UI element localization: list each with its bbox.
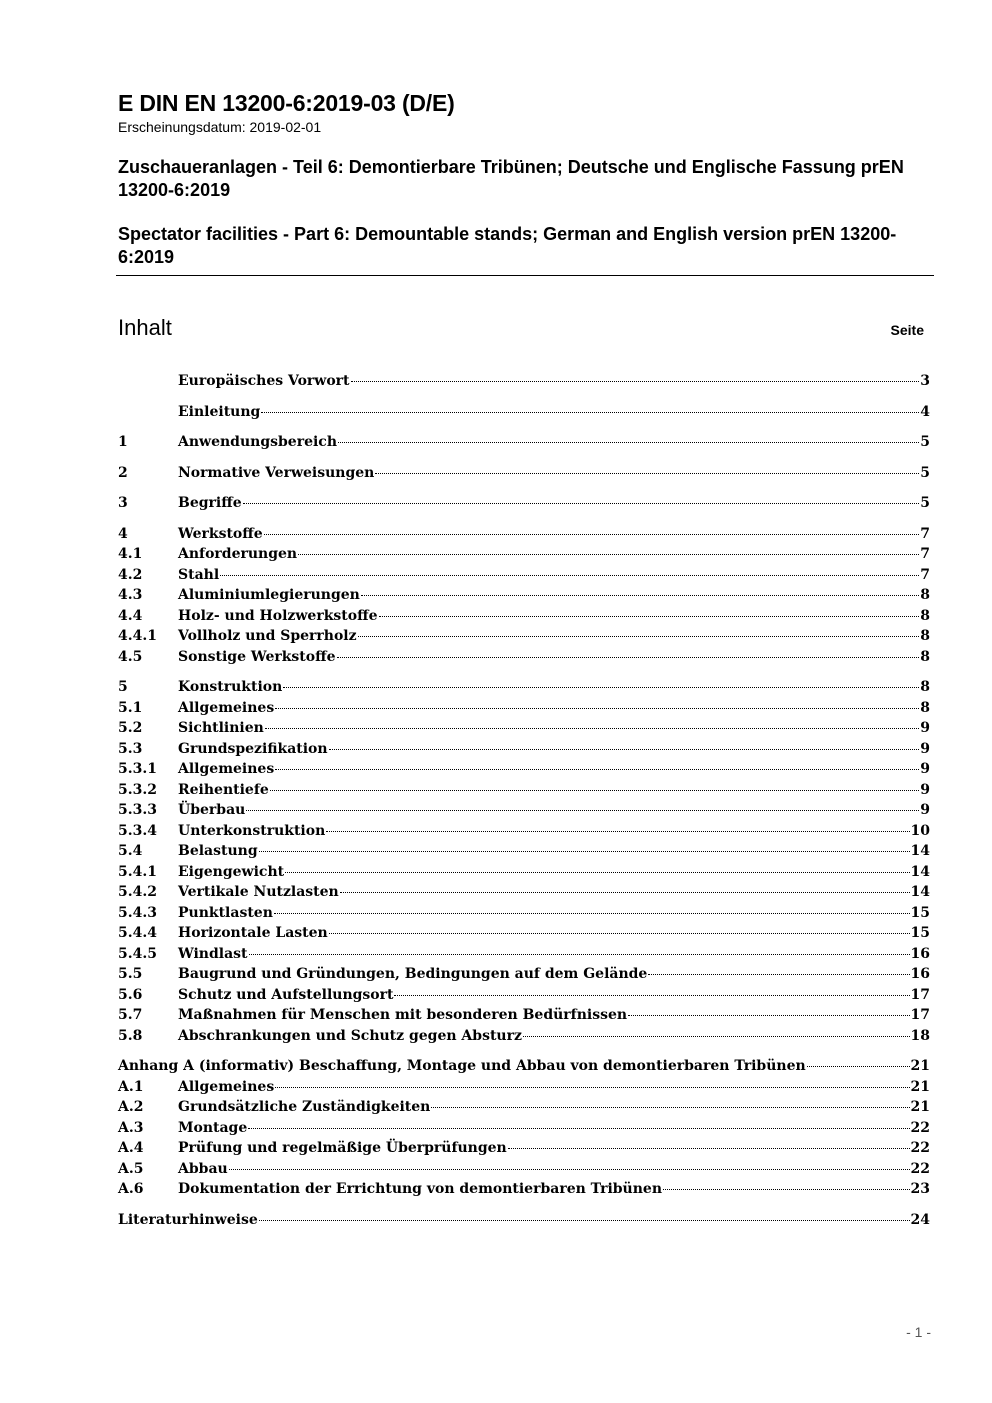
toc-leader-dots: [663, 1188, 910, 1190]
toc-entry-title: Stahl: [178, 566, 220, 583]
issue-date: Erscheinungsdatum: 2019-02-01: [118, 119, 322, 135]
toc-entry[interactable]: [118, 1077, 930, 1098]
toc-entry[interactable]: [118, 800, 930, 821]
toc-entry-title: Dokumentation der Errichtung von demontierbaren Tribünen: [178, 1181, 662, 1197]
toc-entry-title: Allgemeines: [178, 1078, 275, 1095]
toc-entry-title: Reihentiefe: [178, 781, 269, 798]
toc-entry-title: Punktlasten: [178, 904, 273, 921]
toc-leader-dots: [220, 574, 919, 576]
toc-entry-number: 4: [118, 525, 128, 542]
toc-entry[interactable]: [118, 371, 930, 392]
toc-entry-number: A.1: [118, 1078, 144, 1095]
toc-entry-title: Holz- und Holzwerkstoffe: [178, 607, 378, 624]
toc-entry[interactable]: [118, 882, 930, 903]
toc-entry-title: Abbau: [178, 1160, 228, 1177]
toc-entry-title: Begriffe: [178, 495, 242, 511]
toc-entry-title: Konstruktion: [178, 679, 283, 695]
toc-entry-number: 5.4.2: [118, 884, 157, 900]
toc-entry-page: 5: [920, 495, 930, 511]
toc-entry-number: 5.8: [118, 1027, 143, 1044]
toc-entry-title: Aluminiumlegierungen: [178, 587, 360, 603]
toc-entry-number: 5: [118, 679, 128, 695]
toc-entry-page: 16: [910, 945, 930, 962]
toc-entry-number: 5.3: [118, 740, 143, 757]
toc-entry[interactable]: [118, 739, 930, 760]
toc-leader-dots: [264, 533, 920, 535]
toc-entry-title: Sichtlinien: [178, 720, 264, 736]
toc-entry-title: Unterkonstruktion: [178, 822, 326, 839]
toc-entry-page: 17: [910, 986, 930, 1003]
toc-leader-dots: [259, 850, 910, 852]
toc-entry-page: 7: [920, 546, 930, 562]
toc-entry-title: Vertikale Nutzlasten: [178, 884, 339, 900]
toc-entry-title: Belastung: [178, 843, 258, 859]
toc-entry-page: 8: [920, 628, 930, 644]
toc-entry-page: 4: [920, 403, 930, 420]
header-divider: [116, 275, 934, 276]
toc-entry-page: 8: [920, 679, 930, 695]
toc-entry-page: 21: [910, 1099, 930, 1115]
toc-entry-title: Abschrankungen und Schutz gegen Absturz: [178, 1027, 522, 1044]
toc-entry-title: Horizontale Lasten: [178, 925, 328, 941]
toc-leader-dots: [248, 1127, 909, 1129]
toc-entry-page: 9: [920, 802, 930, 818]
toc-entry-title: Literaturhinweise: [118, 1211, 258, 1228]
page-number: - 1 -: [906, 1324, 931, 1340]
toc-entry-page: 22: [910, 1160, 930, 1177]
toc-entry-page: 15: [910, 904, 930, 921]
toc-leader-dots: [431, 1106, 909, 1108]
toc-entry[interactable]: [118, 544, 930, 565]
toc-entry-page: 14: [910, 843, 930, 859]
toc-entry-page: 22: [910, 1140, 930, 1156]
toc-entry-page: 21: [910, 1078, 930, 1095]
toc-leader-dots: [275, 1086, 909, 1088]
toc-entry-title: Grundsätzliche Zuständigkeiten: [178, 1099, 431, 1115]
toc-entry-number: 5.6: [118, 986, 143, 1003]
toc-leader-dots: [379, 615, 920, 617]
toc-entry-number: 5.4.5: [118, 945, 157, 962]
toc-entry-number: 5.2: [118, 720, 143, 736]
document-header: [118, 88, 936, 269]
toc-entry-title: Vollholz und Sperrholz: [178, 628, 357, 644]
toc-entry[interactable]: [118, 677, 930, 698]
toc-entry-number: 5.3.1: [118, 761, 157, 777]
toc-entry[interactable]: [118, 944, 930, 965]
toc-entry-number: 4.2: [118, 566, 143, 583]
toc-leader-dots: [259, 1219, 910, 1221]
toc-leader-dots: [329, 748, 920, 750]
toc-entry-page: 8: [920, 607, 930, 624]
toc-entry[interactable]: [118, 821, 930, 842]
toc-entry[interactable]: [118, 985, 930, 1006]
toc-leader-dots: [274, 912, 910, 914]
toc-entry-page: 8: [920, 699, 930, 716]
toc-entry-page: 10: [910, 822, 930, 839]
toc-entry[interactable]: [118, 402, 930, 423]
toc-entry-number: 4.1: [118, 546, 143, 562]
toc-entry[interactable]: [118, 1138, 930, 1159]
toc-entry-title: Allgemeines: [178, 761, 275, 777]
toc-leader-dots: [338, 441, 919, 443]
toc-entry-page: 14: [910, 884, 930, 900]
toc-entry-number: A.5: [118, 1160, 144, 1177]
title-german: Zuschaueranlagen - Teil 6: Demontierbare Tribünen; Deutsche und Englische Fassung prEN 13200-6:2019: [118, 157, 904, 200]
toc-entry-page: 7: [920, 566, 930, 583]
toc-entry[interactable]: [118, 585, 930, 606]
toc-leader-dots: [361, 594, 919, 596]
toc-entry-page: 8: [920, 587, 930, 603]
toc-leader-dots: [337, 656, 920, 658]
toc-entry-number: 2: [118, 464, 128, 481]
toc-entry-number: 5.4.3: [118, 904, 157, 921]
toc-entry-page: 5: [920, 434, 930, 450]
toc-leader-dots: [261, 411, 919, 413]
toc-entry-page: 18: [910, 1027, 930, 1044]
toc-entry[interactable]: [118, 1005, 930, 1026]
toc-leader-dots: [358, 635, 920, 637]
toc-entry-title: Baugrund und Gründungen, Bedingungen auf dem Gelände: [178, 966, 648, 982]
toc-leader-dots: [283, 686, 919, 688]
toc-leader-dots: [229, 1168, 910, 1170]
toc-entry-page: 21: [910, 1058, 930, 1074]
toc-entry-title: Montage: [178, 1119, 248, 1136]
toc-entry-number: 4.5: [118, 648, 143, 665]
toc-entry-page: 22: [910, 1119, 930, 1136]
table-of-contents: [118, 371, 930, 1230]
toc-entry[interactable]: [118, 1026, 930, 1047]
toc-leader-dots: [375, 472, 919, 474]
toc-entry[interactable]: [118, 606, 930, 627]
toc-entry[interactable]: [118, 841, 930, 862]
toc-entry[interactable]: [118, 903, 930, 924]
toc-leader-dots: [394, 994, 909, 996]
toc-leader-dots: [340, 891, 910, 893]
toc-entry[interactable]: [118, 923, 930, 944]
document-id: E DIN EN 13200-6:2019-03 (D/E): [118, 90, 455, 116]
toc-entry-number: 4.4: [118, 607, 143, 624]
toc-heading: Inhalt: [118, 315, 172, 340]
toc-entry[interactable]: [118, 862, 930, 883]
toc-entry-page: 8: [920, 648, 930, 665]
toc-entry[interactable]: [118, 698, 930, 719]
toc-entry-page: 7: [920, 525, 930, 542]
toc-leader-dots: [628, 1014, 909, 1016]
toc-entry-number: 5.3.3: [118, 802, 157, 818]
toc-entry[interactable]: [118, 626, 930, 647]
toc-entry[interactable]: [118, 1056, 930, 1077]
toc-entry[interactable]: [118, 780, 930, 801]
toc-entry-title: Einleitung: [178, 403, 261, 420]
toc-entry[interactable]: [118, 463, 930, 484]
toc-entry-number: 3: [118, 495, 128, 511]
toc-leader-dots: [265, 727, 919, 729]
toc-entry-title: Europäisches Vorwort: [178, 373, 350, 389]
toc-entry-title: Anwendungsbereich: [178, 434, 337, 450]
toc-leader-dots: [246, 809, 919, 811]
toc-entry[interactable]: [118, 524, 930, 545]
toc-entry-number: 4.3: [118, 587, 143, 603]
toc-entry[interactable]: [118, 1179, 930, 1200]
toc-entry-page: 23: [910, 1181, 930, 1197]
toc-entry-number: 4.4.1: [118, 628, 157, 644]
toc-entry[interactable]: [118, 964, 930, 985]
toc-entry-number: 5.4.1: [118, 863, 157, 880]
toc-entry-page: 5: [920, 464, 930, 481]
toc-entry[interactable]: [118, 1159, 930, 1180]
toc-entry-page: 9: [920, 761, 930, 777]
toc-entry-title: Windlast: [178, 945, 248, 962]
toc-entry-title: Überbau: [178, 802, 246, 818]
toc-entry-title: Maßnahmen für Menschen mit besonderen Bedürfnissen: [178, 1007, 628, 1023]
toc-entry-title: Werkstoffe: [178, 525, 263, 542]
toc-entry-number: 5.4.4: [118, 925, 157, 941]
toc-leader-dots: [275, 768, 919, 770]
toc-entry[interactable]: [118, 759, 930, 780]
toc-leader-dots: [807, 1065, 910, 1067]
title-english: Spectator facilities - Part 6: Demountable stands; German and English version prEN 13200-6:2019: [118, 224, 897, 267]
toc-entry-number: 5.3.4: [118, 822, 157, 839]
toc-entry-title: Allgemeines: [178, 699, 275, 716]
toc-entry-page: 24: [910, 1211, 930, 1228]
toc-entry-number: A.6: [118, 1181, 144, 1197]
toc-entry-page: 9: [920, 781, 930, 798]
toc-entry[interactable]: [118, 1118, 930, 1139]
toc-entry-page: 15: [910, 925, 930, 941]
toc-leader-dots: [523, 1035, 910, 1037]
toc-leader-dots: [508, 1147, 910, 1149]
toc-leader-dots: [285, 871, 909, 873]
toc-entry-page: 9: [920, 740, 930, 757]
toc-entry-title: Eigengewicht: [178, 863, 285, 880]
toc-leader-dots: [648, 973, 909, 975]
toc-entry[interactable]: [118, 1097, 930, 1118]
toc-entry-title: Schutz und Aufstellungsort: [178, 986, 394, 1003]
toc-leader-dots: [298, 553, 919, 555]
toc-entry-number: 1: [118, 434, 128, 450]
toc-entry-number: A.3: [118, 1119, 144, 1136]
toc-entry-title: Anforderungen: [178, 546, 298, 562]
toc-leader-dots: [243, 502, 920, 504]
toc-entry-title: Normative Verweisungen: [178, 464, 375, 481]
toc-entry-number: 5.7: [118, 1007, 143, 1023]
toc-entry-title: Sonstige Werkstoffe: [178, 648, 336, 665]
toc-entry-page: 16: [910, 966, 930, 982]
toc-leader-dots: [249, 953, 910, 955]
toc-entry-page: 3: [920, 373, 930, 389]
toc-entry[interactable]: [118, 493, 930, 514]
toc-leader-dots: [326, 830, 909, 832]
toc-leader-dots: [351, 380, 920, 382]
toc-page-column-label: Seite: [890, 322, 924, 338]
toc-entry-number: A.4: [118, 1140, 144, 1156]
toc-entry-title: Prüfung und regelmäßige Überprüfungen: [178, 1140, 507, 1156]
toc-entry[interactable]: [118, 1210, 930, 1231]
toc-entry[interactable]: [118, 565, 930, 586]
toc-entry-page: 9: [920, 720, 930, 736]
toc-entry-page: 14: [910, 863, 930, 880]
toc-entry[interactable]: [118, 718, 930, 739]
toc-entry[interactable]: [118, 647, 930, 668]
toc-entry-number: A.2: [118, 1099, 144, 1115]
toc-leader-dots: [275, 707, 919, 709]
toc-entry-title: Grundspezifikation: [178, 740, 328, 757]
toc-entry[interactable]: [118, 432, 930, 453]
toc-entry-page: 17: [910, 1007, 930, 1023]
toc-entry-number: 5.3.2: [118, 781, 157, 798]
toc-entry-title: Anhang A (informativ) Beschaffung, Montage und Abbau von demontierbaren Tribünen: [118, 1058, 806, 1074]
toc-entry-number: 5.1: [118, 699, 143, 716]
toc-leader-dots: [270, 789, 920, 791]
toc-entry-number: 5.5: [118, 966, 143, 982]
toc-entry-number: 5.4: [118, 843, 143, 859]
toc-leader-dots: [329, 932, 910, 934]
